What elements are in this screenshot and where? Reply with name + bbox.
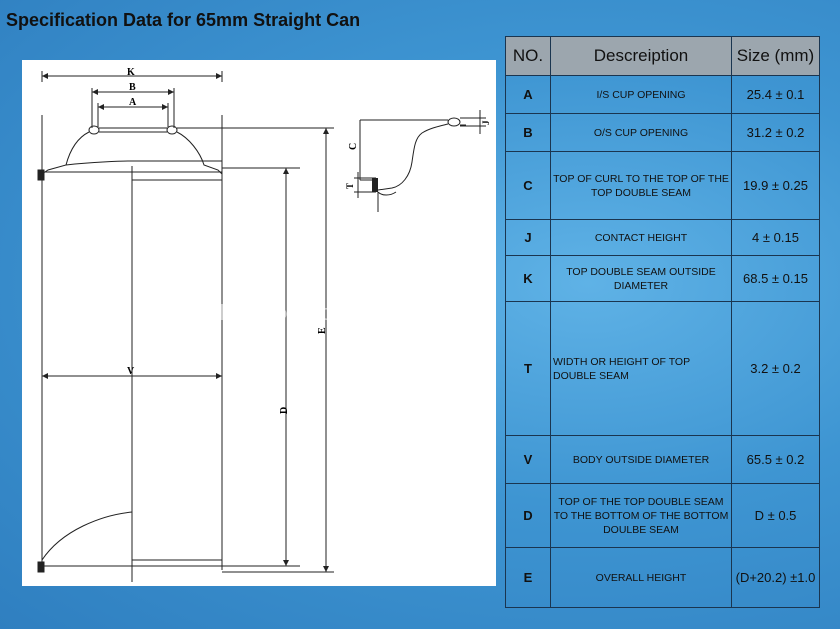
table-header-row xyxy=(506,37,820,76)
row-no: A xyxy=(506,76,551,114)
row-size: 25.4 ± 0.1 xyxy=(732,76,820,114)
row-description: TOP OF CURL TO THE TOP OF THE TOP DOUBLE SEAM xyxy=(551,152,732,220)
header-no: NO. xyxy=(506,37,551,76)
table-row xyxy=(506,152,820,220)
table-row xyxy=(506,484,820,548)
row-no: B xyxy=(506,114,551,152)
table-row xyxy=(506,256,820,302)
row-no: D xyxy=(506,484,551,548)
row-description: BODY OUTSIDE DIAMETER xyxy=(551,436,732,484)
row-size: 31.2 ± 0.2 xyxy=(732,114,820,152)
row-size: D ± 0.5 xyxy=(732,484,820,548)
row-no: C xyxy=(506,152,551,220)
label-j: J xyxy=(481,120,491,125)
table-row xyxy=(506,114,820,152)
row-size: 19.9 ± 0.25 xyxy=(732,152,820,220)
label-b: B xyxy=(129,82,136,93)
page-title: Specification Data for 65mm Straight Can xyxy=(6,10,361,30)
row-size: 65.5 ± 0.2 xyxy=(732,436,820,484)
row-no: V xyxy=(506,436,551,484)
row-size: 68.5 ± 0.15 xyxy=(732,256,820,302)
seam-detail-svg xyxy=(330,100,498,220)
table-row xyxy=(506,220,820,256)
row-no: E xyxy=(506,548,551,608)
row-description: CONTACT HEIGHT xyxy=(551,220,732,256)
label-v: V xyxy=(127,366,135,377)
row-description: TOP OF THE TOP DOUBLE SEAM TO THE BOTTOM OF THE BOTTOM DOULBE SEAM xyxy=(551,484,732,548)
row-size: 4 ± 0.15 xyxy=(732,220,820,256)
label-a: A xyxy=(129,97,137,108)
seam-detail-drawing xyxy=(330,100,498,220)
header-size: Size (mm) xyxy=(732,37,820,76)
row-description: O/S CUP OPENING xyxy=(551,114,732,152)
label-c: C xyxy=(348,142,359,150)
row-description: TOP DOUBLE SEAM OUTSIDE DIAMETER xyxy=(551,256,732,302)
watermark: chumboon-packaging.com xyxy=(208,300,471,325)
header-description: Descreiption xyxy=(551,37,732,76)
row-no: T xyxy=(506,302,551,436)
specification-table xyxy=(505,36,820,608)
row-no: J xyxy=(506,220,551,256)
row-description: I/S CUP OPENING xyxy=(551,76,732,114)
row-description: WIDTH OR HEIGHT OF TOP DOUBLE SEAM xyxy=(551,302,732,436)
label-e: E xyxy=(317,327,328,334)
table-row xyxy=(506,548,820,608)
table-row xyxy=(506,436,820,484)
row-no: K xyxy=(506,256,551,302)
table-row xyxy=(506,76,820,114)
label-t: T xyxy=(345,182,355,189)
table-row xyxy=(506,302,820,436)
label-d: D xyxy=(279,406,290,414)
row-description: OVERALL HEIGHT xyxy=(551,548,732,608)
row-size: (D+20.2) ±1.0 xyxy=(732,548,820,608)
label-k: K xyxy=(127,67,135,78)
row-size: 3.2 ± 0.2 xyxy=(732,302,820,436)
